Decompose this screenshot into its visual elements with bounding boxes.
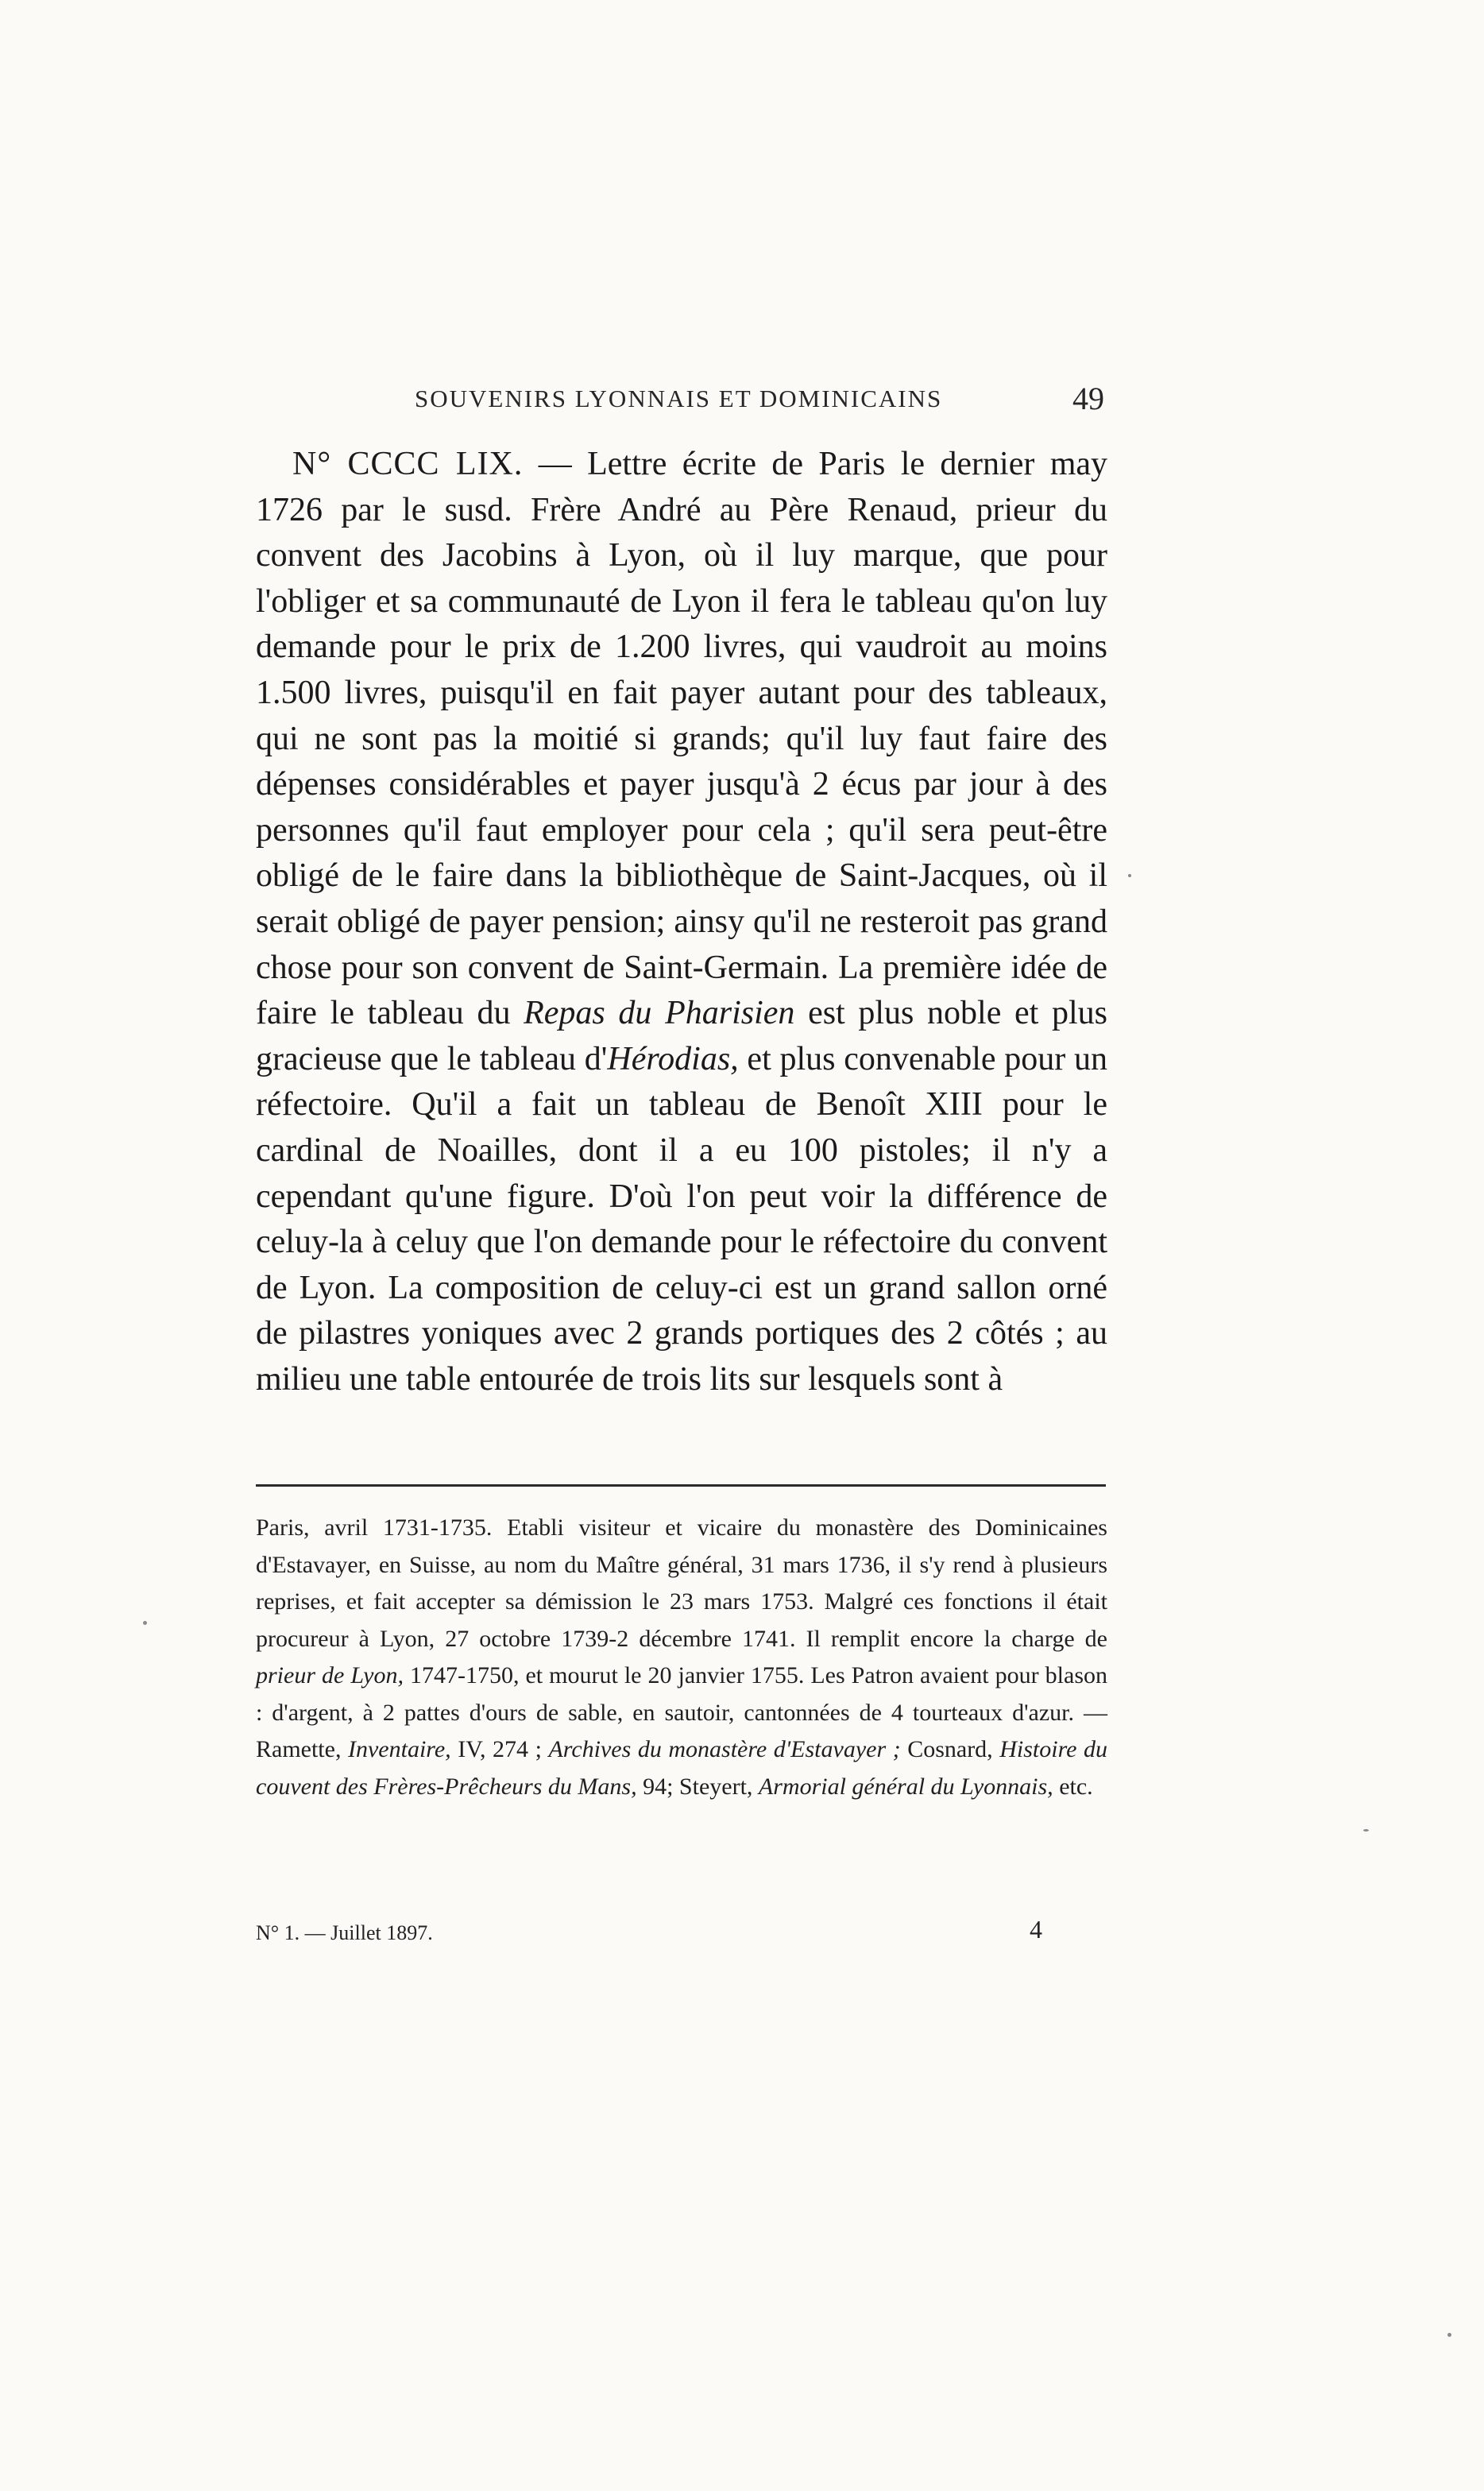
body-text-3: et plus convenable pour un réfectoire. Qu'il a fait un tableau de Benoît XIII pour le cardinal de Noailles, dont il a eu 100 pistoles; il n'y a cependant qu'une figure. D'où l'on peut voir la différence de celuy-la à celuy que l'on demande pour le réfectoire du convent de Lyon. La composition de celuy-ci est un grand sallon orné de pilastres yoniques avec 2 grands portiques des 2 côtés ; au milieu une table entourée de trois lits sur lesquels sont à bbox=[256, 1040, 1108, 1398]
footnote-italic-armorial: Armorial général du Lyonnais, bbox=[758, 1773, 1053, 1800]
footnote-divider bbox=[256, 1484, 1106, 1487]
footnote-italic-inventaire: Inventaire, bbox=[348, 1736, 451, 1762]
entry-number: N° CCCC LIX. bbox=[292, 446, 524, 482]
running-title: SOUVENIRS LYONNAIS ET DOMINICAINS bbox=[415, 385, 943, 412]
page-number: 49 bbox=[1072, 381, 1104, 416]
paper-speck bbox=[143, 1621, 147, 1625]
paper-speck bbox=[1447, 2333, 1451, 2337]
footnote-text-6: etc. bbox=[1053, 1773, 1093, 1800]
footnote-text-4: Cosnard, bbox=[900, 1736, 1000, 1762]
footnote-italic-histoire: Histoire du couvent des Frères-Prêcheurs du Mans, bbox=[256, 1736, 1107, 1800]
footnote-text-2: 1747-1750, et mourut le 20 janvier 1755. Les Patron avaient pour blason : d'argent, à 2 pattes d'ours de sable, en sautoir, cantonnées de 4 tourteaux d'azur. — Ramette, bbox=[256, 1662, 1107, 1762]
footnote-text-5: 94; Steyert, bbox=[636, 1773, 759, 1800]
body-text-2: est plus noble et plus gracieuse que le tableau d' bbox=[256, 995, 1107, 1077]
footnote-italic-archives: Archives du monastère d'Estavayer ; bbox=[548, 1736, 901, 1762]
body-italic-herodias: Hérodias, bbox=[607, 1040, 739, 1077]
body-text-1: — Lettre écrite de Paris le dernier may 1726 par le susd. Frère André au Père Renaud, prieur du convent des Jacobins à Lyon, où il luy marque, que pour l'obliger et sa communauté de Lyon il fera le tableau qu'on luy demande pour le prix de 1.200 livres, qui vaudroit au moins 1.500 livres, puisqu'il en fait payer autant pour des tableaux, qui ne sont pas la moitié si grands; qu'il luy faut faire des dépenses considérables et payer jusqu'à 2 écus par jour à des personnes qu'il faut employer pour cela ; qu'il sera peut-être obligé de le faire dans la bibliothèque de Saint-Jacques, où il serait obligé de payer pension; ainsy qu'il ne resteroit pas grand chose pour son convent de Saint-Germain. La première idée de faire le tableau du bbox=[256, 446, 1108, 1032]
body-italic-repas: Repas du Pharisien bbox=[524, 995, 795, 1032]
signature-line: N° 1. — Juillet 1897. bbox=[256, 1921, 433, 1944]
footnote-text-1: Paris, avril 1731-1735. Etabli visiteur et vicaire du monastère des Dominicaines d'Estavayer, en Suisse, au nom du Maître général, 31 mars 1736, il s'y rend à plusieurs reprises, et fait accepter sa démission le 23 mars 1753. Malgré ces fonctions il était procureur à Lyon, 27 octobre 1739-2 décembre 1741. Il remplit encore la charge de bbox=[256, 1514, 1107, 1652]
signature-number: 4 bbox=[1030, 1915, 1042, 1944]
footnote bbox=[256, 1510, 1107, 1805]
footnote-text-3: IV, 274 ; bbox=[450, 1736, 549, 1762]
body-paragraph bbox=[256, 442, 1107, 1402]
paper-speck bbox=[1128, 874, 1131, 877]
paper-speck bbox=[1363, 1829, 1369, 1832]
footnote-italic-prieur: prieur de Lyon, bbox=[256, 1662, 404, 1688]
running-head bbox=[256, 380, 1114, 427]
